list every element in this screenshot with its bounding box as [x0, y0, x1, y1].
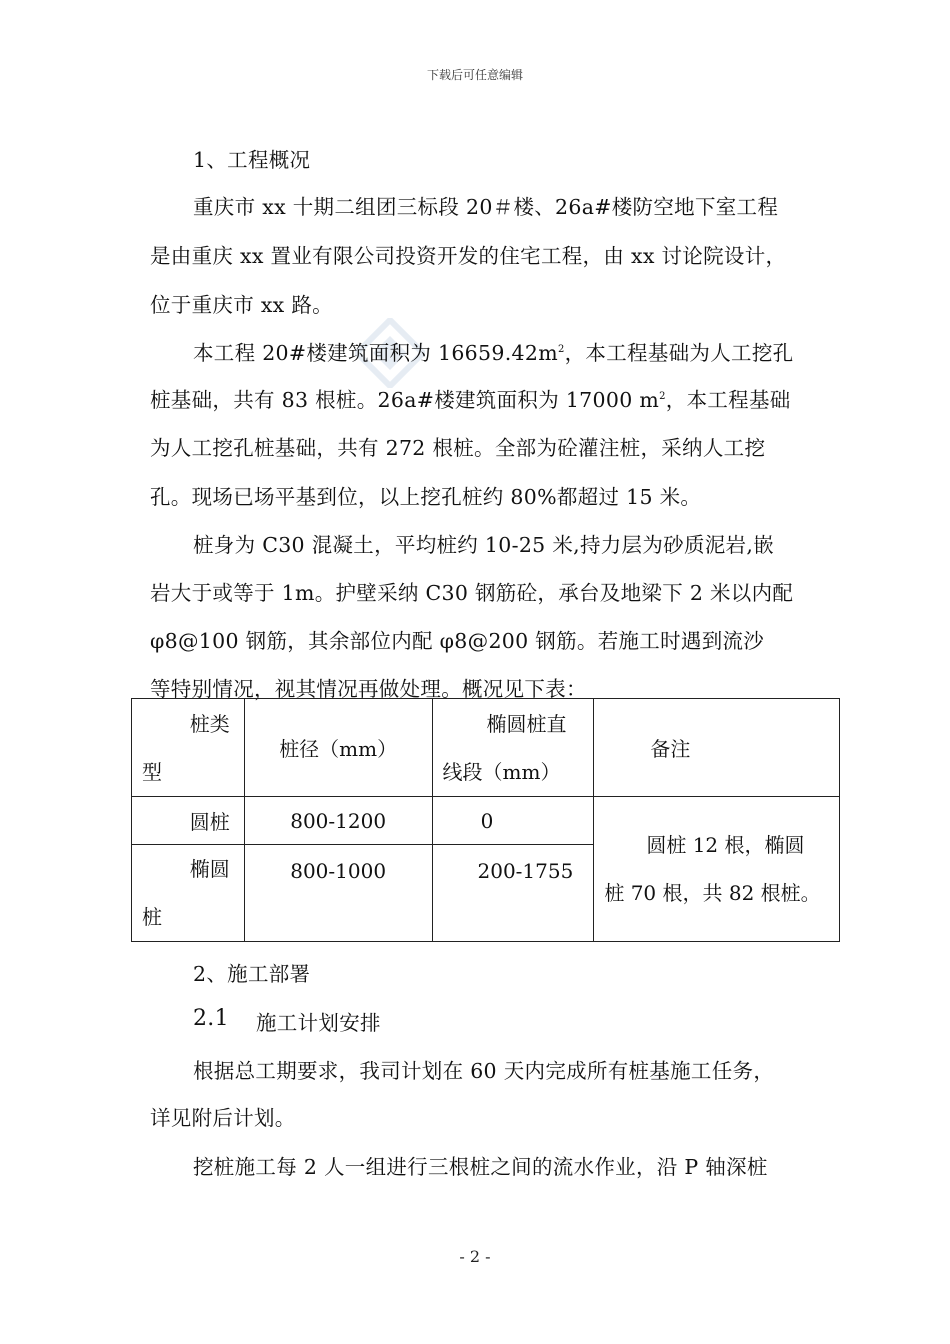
paragraph-line [150, 383, 791, 413]
header-cell-ellipse [432, 699, 594, 797]
paragraph-line: 挖桩施工每 2 人一组进行三根桩之间的流水作业，沿 P 轴深桩 [193, 1155, 768, 1179]
paragraph-line: 孔。现场已场平基到位，以上挖孔桩约 80%都超过 15 米。 [150, 485, 702, 509]
header-cell-line: 椭圆桩直 [486, 711, 567, 736]
cell-note [594, 797, 840, 942]
note-line: 桩 70 根，共 82 根桩。 [604, 881, 821, 905]
header-cell-line: 桩类 [189, 711, 230, 736]
cell-diameter: 800-1200 [244, 797, 432, 845]
paragraph-line: 桩身为 C30 混凝土，平均桩约 10-25 米,持力层为砂质泥岩,嵌 [193, 533, 774, 557]
cell-line: 椭圆 [189, 857, 230, 881]
header-cell-diameter: 桩径（mm） [244, 699, 432, 797]
section-2-1-number: 2.1 [193, 1006, 229, 1031]
section-2-heading: 2、施工部署 [193, 962, 311, 986]
paragraph-line: 重庆市 xx 十期二组团三标段 20＃楼、26a#楼防空地下室工程 [193, 195, 779, 219]
cell-ellipse: 200-1755 [432, 845, 594, 942]
cell-diameter: 800-1000 [244, 845, 432, 942]
paragraph-line: φ8@100 钢筋，其余部位内配 φ8@200 钢筋。若施工时遇到流沙 [150, 629, 765, 653]
paragraph-line [193, 336, 793, 366]
text-run: ，本工程基础 [665, 388, 791, 412]
superscript: 2 [659, 391, 666, 403]
cell-ellipse: 0 [432, 797, 594, 845]
page-number: - 2 - [459, 1247, 491, 1266]
section-2-1-title: 施工计划安排 [256, 1011, 381, 1035]
table-header-row [132, 699, 840, 797]
header-cell-type [132, 699, 245, 797]
paragraph-line: 详见附后计划。 [150, 1106, 296, 1130]
paragraph-line: 等特别情况，视其情况再做处理。概况见下表： [150, 677, 587, 701]
paragraph-line: 是由重庆 xx 置业有限公司投资开发的住宅工程，由 xx 讨论院设计， [150, 244, 787, 268]
header-cell-line: 型 [142, 759, 162, 784]
text-run: 桩基础，共有 83 根桩。26a#楼建筑面积为 17000 m [150, 388, 660, 412]
superscript: 2 [557, 344, 565, 356]
cell-type: 圆桩 [132, 797, 245, 845]
header-cell-line: 线段（mm） [442, 759, 561, 784]
paragraph-line: 根据总工期要求，我司计划在 60 天内完成所有桩基施工任务， [193, 1059, 775, 1083]
header-cell-note: 备注 [594, 699, 840, 797]
text-run: ，本工程基础为人工挖孔 [564, 341, 794, 365]
header-note: 下载后可任意编辑 [426, 68, 523, 82]
table-row [132, 797, 840, 845]
section-1-heading: 1、工程概况 [193, 148, 311, 172]
paragraph-line: 岩大于或等于 1m。护壁采纳 C30 钢筋砼，承台及地梁下 2 米以内配 [150, 581, 794, 605]
cell-line: 桩 [142, 905, 162, 929]
pile-overview-table [131, 698, 840, 942]
text-run: 本工程 20#楼建筑面积为 16659.42m [193, 341, 558, 365]
note-line: 圆桩 12 根，椭圆 [646, 833, 805, 857]
cell-type [132, 845, 245, 942]
paragraph-line: 位于重庆市 xx 路。 [150, 293, 333, 317]
paragraph-line: 为人工挖孔桩基础，共有 272 根桩。全部为砼灌注桩，采纳人工挖 [150, 436, 766, 460]
